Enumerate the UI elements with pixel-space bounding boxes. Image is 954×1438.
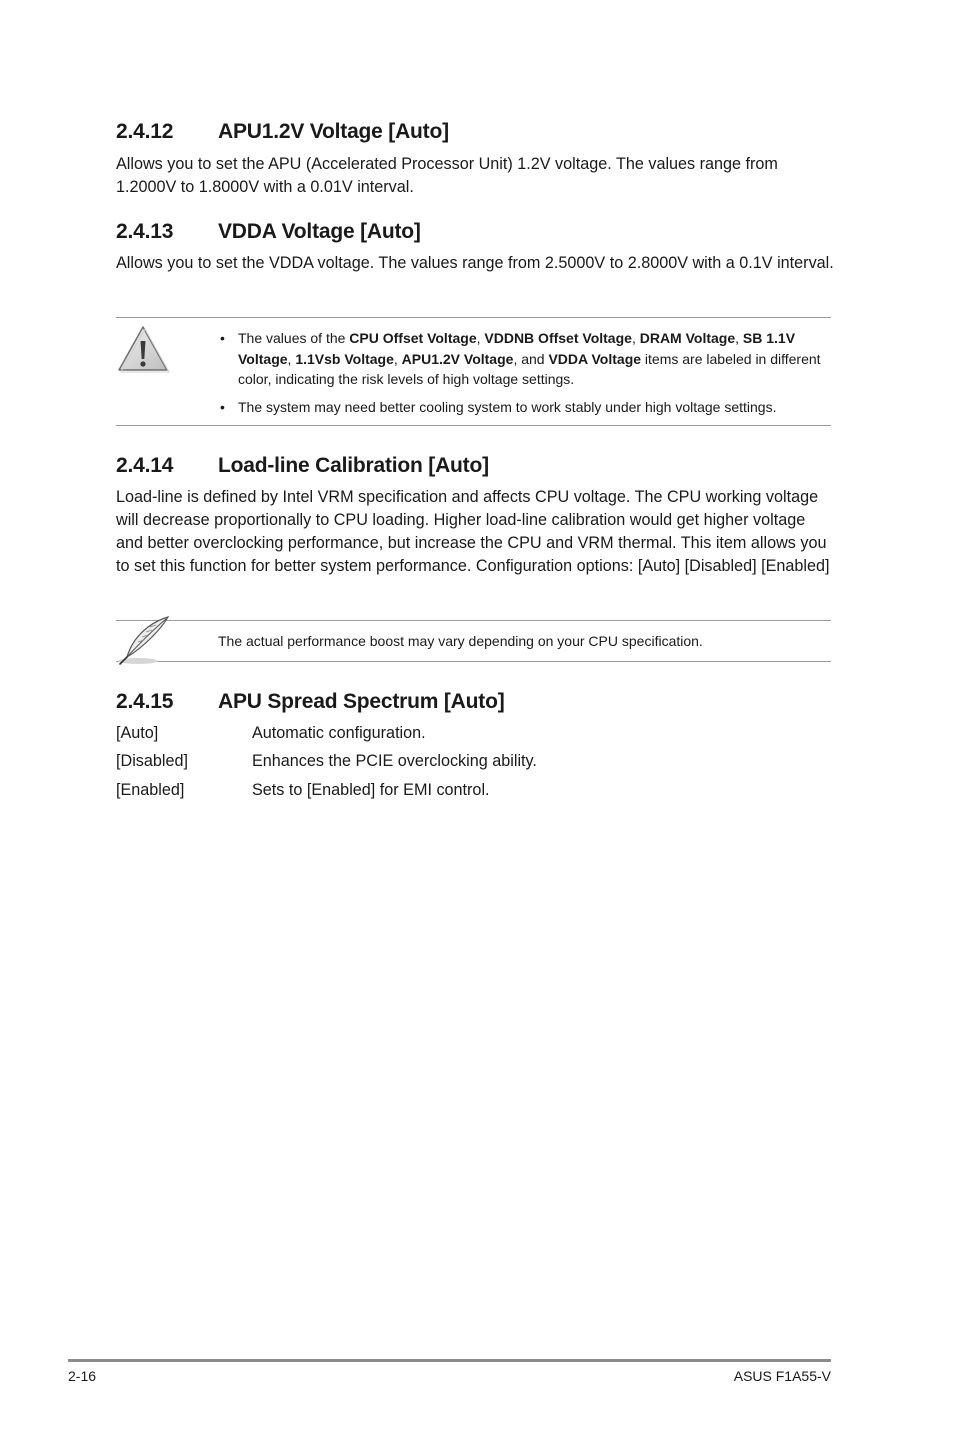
section-body: Allows you to set the VDDA voltage. The values range from 2.5000V to 2.8000V with a 0.1V interval. (116, 254, 834, 272)
caution-box (116, 317, 831, 426)
caution-item: • The values of the CPU Offset Voltage, VDDNB Offset Voltage, DRAM Voltage, SB 1.1V Voltage, 1.1Vsb Voltage, APU1.2V Voltage, and VDDA Voltage items are labeled in different color, indicating the risk levels of high voltage settings. (220, 330, 821, 387)
option-key: [Enabled] (116, 781, 185, 799)
footer-rule (68, 1359, 831, 1362)
feather-pen-icon (116, 615, 172, 672)
caution-list (220, 328, 832, 424)
section-number: 2.4.14 (116, 454, 174, 477)
note-text: The actual performance boost may vary depending on your CPU specification. (218, 633, 703, 649)
section-title: APU Spread Spectrum [Auto] (218, 690, 505, 713)
bold-term: APU1.2V Voltage (401, 350, 514, 367)
section-title: VDDA Voltage [Auto] (218, 220, 421, 243)
bold-term: 1.1Vsb Voltage (295, 350, 394, 367)
warning-triangle-icon (116, 324, 170, 379)
section-title: APU1.2V Voltage [Auto] (218, 120, 449, 143)
option-key: [Disabled] (116, 752, 188, 770)
section-body: Load-line is defined by Intel VRM specification and affects CPU voltage. The CPU working voltage will decrease proportionally to CPU loading. Higher load-line calibration would get higher voltage and better overclocking performance, but increase the CPU and VRM thermal. This item allows you to set this function for better system performance. Configuration options: [Auto] [Disabled] [Enabled] (116, 488, 830, 575)
section-number: 2.4.13 (116, 220, 174, 243)
bold-term: DRAM Voltage (639, 330, 736, 346)
option-key: [Auto] (116, 724, 159, 742)
section-body: Allows you to set the APU (Accelerated Processor Unit) 1.2V voltage. The values range from 1.2000V to 1.8000V with a 0.01V interval. (116, 155, 778, 196)
bold-term: CPU Offset Voltage (349, 330, 477, 346)
section-number: 2.4.12 (116, 120, 174, 143)
section-title: Load-line Calibration [Auto] (218, 454, 489, 477)
bold-term: VDDA Voltage (548, 350, 642, 367)
option-desc: Automatic configuration. (252, 724, 426, 742)
bold-term: VDDNB Offset Voltage (484, 330, 632, 346)
option-desc: Enhances the PCIE overclocking ability. (252, 752, 537, 770)
page-number: 2-16 (68, 1368, 97, 1384)
option-desc: Sets to [Enabled] for EMI control. (252, 781, 490, 799)
product-name: ASUS F1A55-V (733, 1368, 831, 1384)
bold-term: SB 1.1V Voltage (238, 330, 796, 367)
note-box (116, 620, 831, 662)
section-number: 2.4.15 (116, 690, 174, 713)
caution-item: • The system may need better cooling system to work stably under high voltage settings. (220, 398, 777, 415)
